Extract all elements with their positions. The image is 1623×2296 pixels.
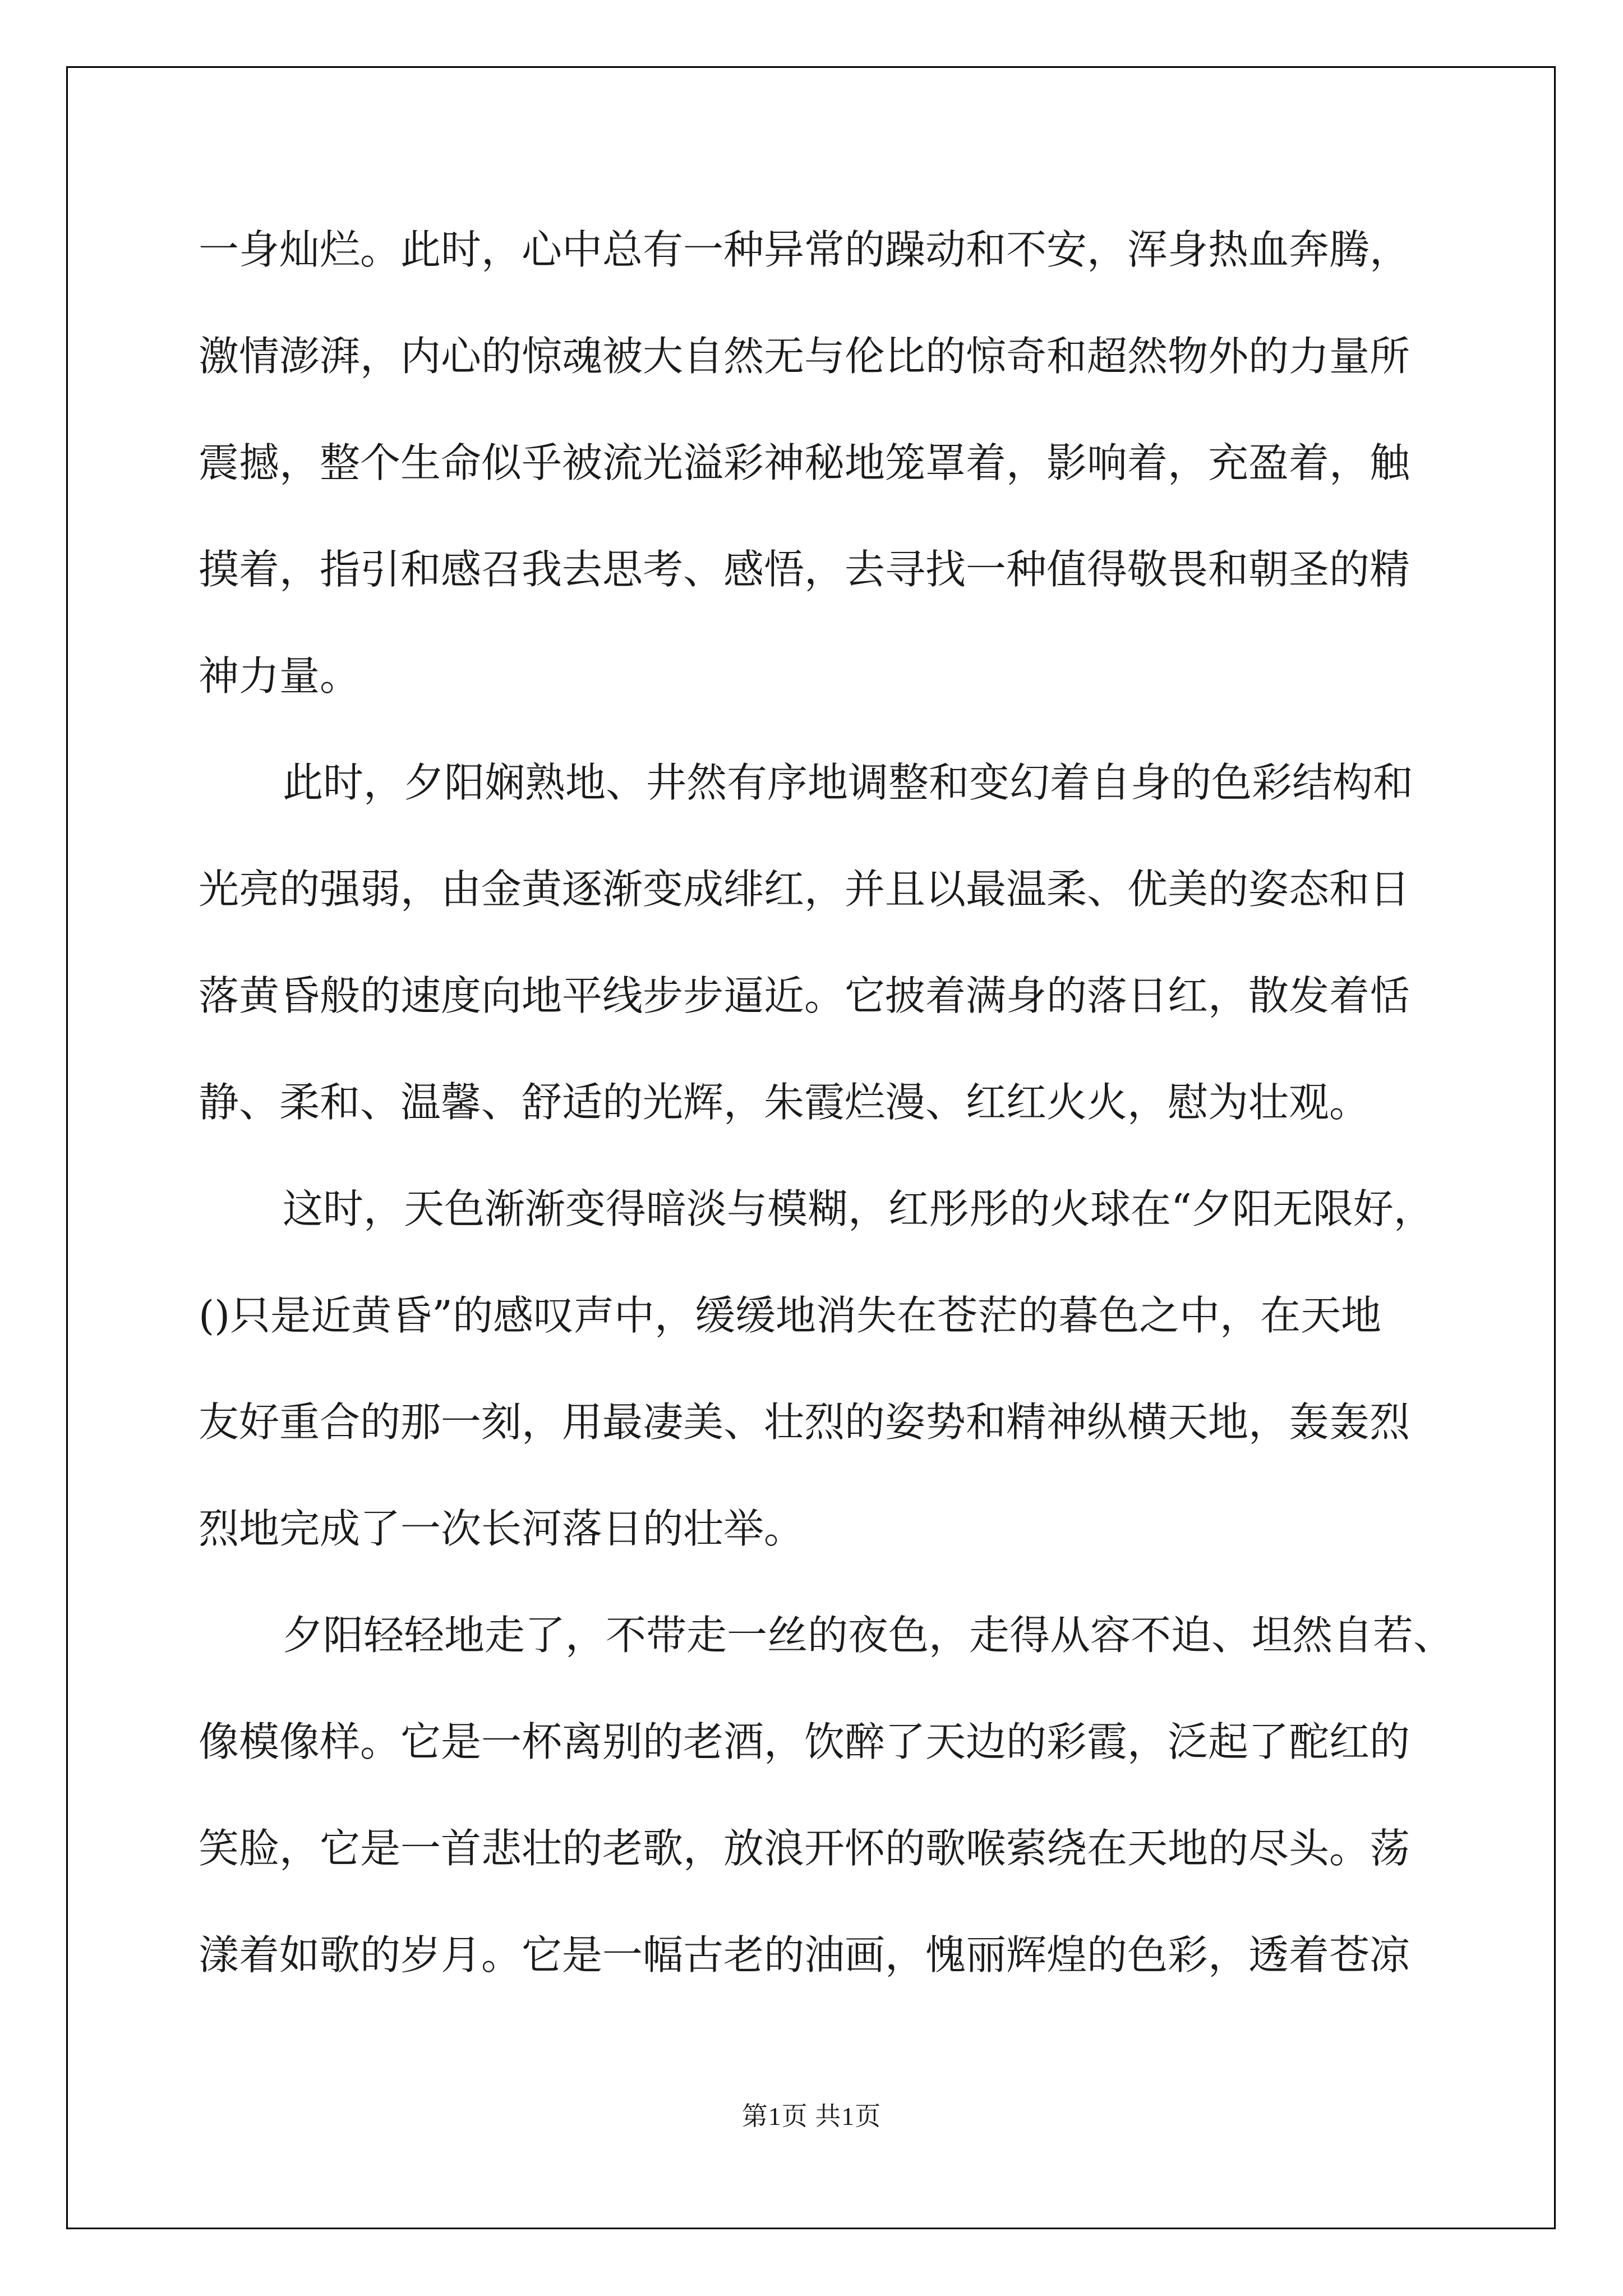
text-line: 一身灿烂。此时，心中总有一种异常的躁动和不安，浑身热血奔腾，	[199, 226, 1410, 273]
paragraph	[199, 196, 1438, 729]
text-line: 静、柔和、温馨、舒适的光辉，朱霞烂漫、红红火火，慰为壮观。	[199, 1079, 1370, 1126]
text-line: ()只是近黄昏”的感叹声中，缓缓地消失在苍茫的暮色之中，在天地	[199, 1292, 1381, 1339]
paragraph	[199, 1582, 1454, 2008]
text-line: 友好重合的那一刻，用最凄美、壮烈的姿势和精神纵横天地，轰轰烈	[199, 1398, 1410, 1446]
page-number-footer: 第1页 共1页	[741, 2102, 882, 2131]
text-line: 夕阳轻轻地走了，不带走一丝的夜色，走得从容不迫、坦然自若、	[283, 1612, 1454, 1659]
text-line: 震撼，整个生命似乎被流光溢彩神秘地笼罩着，影响着，充盈着，触	[199, 439, 1410, 486]
text-line: 这时，天色渐渐变得暗淡与模糊，红彤彤的火球在“夕阳无限好，	[283, 1185, 1434, 1232]
text-line: 落黄昏般的速度向地平线步步逼近。它披着满身的落日红，散发着恬	[199, 972, 1410, 1019]
text-line: 笑脸，它是一首悲壮的老歌，放浪开怀的歌喉萦绕在天地的尽头。荡	[199, 1825, 1410, 1872]
document-body	[199, 196, 1454, 2008]
text-line: 激情澎湃，内心的惊魂被大自然无与伦比的惊奇和超然物外的力量所	[199, 333, 1410, 380]
text-line: 烈地完成了一次长河落日的壮举。	[199, 1505, 805, 1552]
text-line: 漾着如歌的岁月。它是一幅古老的油画，愧丽辉煌的色彩，透着苍凉	[199, 1931, 1410, 1978]
text-line: 摸着，指引和感召我去思考、感悟，去寻找一种值得敬畏和朝圣的精	[199, 546, 1410, 593]
text-line: 像模像样。它是一杯离别的老酒，饮醉了天边的彩霞，泛起了酡红的	[199, 1718, 1410, 1765]
text-line: 此时，夕阳娴熟地、井然有序地调整和变幻着自身的色彩结构和	[283, 759, 1414, 806]
paragraph	[199, 1156, 1438, 1582]
paragraph	[199, 729, 1438, 1156]
text-line: 神力量。	[199, 652, 361, 700]
text-line: 光亮的强弱，由金黄逐渐变成绯红，并且以最温柔、优美的姿态和日	[199, 866, 1410, 913]
